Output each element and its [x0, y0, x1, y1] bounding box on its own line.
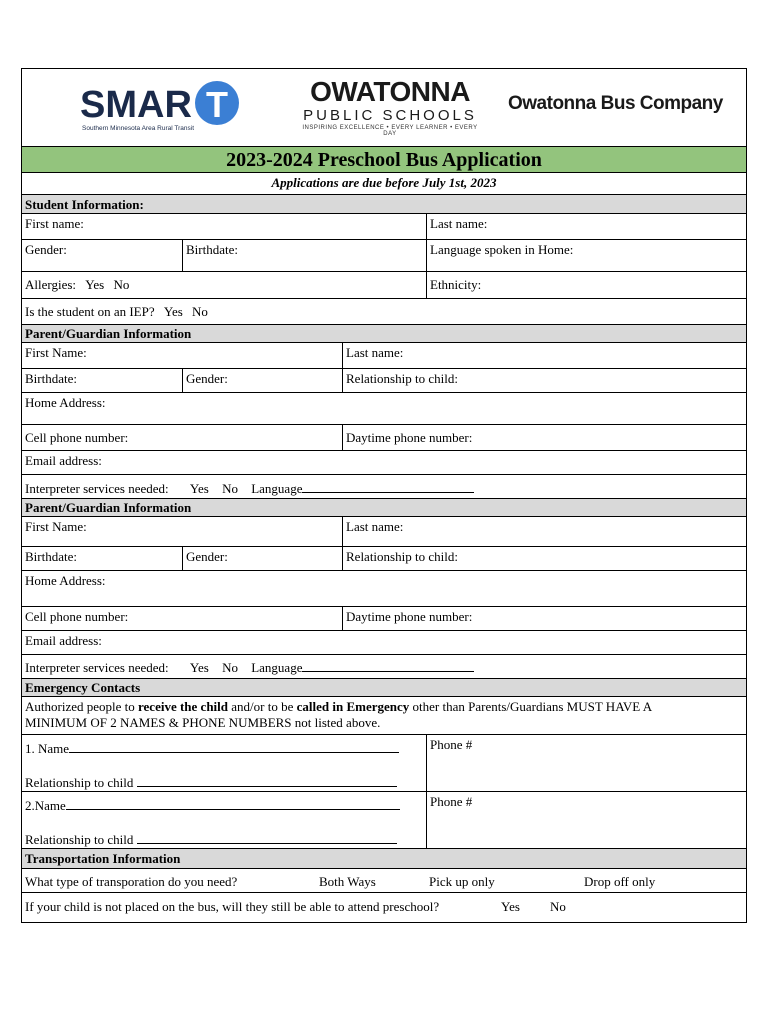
contact1-relationship-line[interactable] [137, 774, 397, 787]
contact2-name-line[interactable] [66, 797, 400, 810]
guardian1-address-row [22, 393, 746, 425]
guardian2-address-field[interactable]: Home Address: [25, 573, 106, 588]
form-title: 2023-2024 Preschool Bus Application [226, 149, 542, 171]
guardian1-last-name-field[interactable]: Last name: [342, 343, 746, 368]
student-header-label: Student Information: [25, 197, 144, 212]
attend-question: If your child is not placed on the bus, will they still be able to attend preschool? [25, 899, 440, 914]
emergency-section-header [22, 679, 746, 697]
contact1-phone-field[interactable]: Phone # [426, 735, 746, 791]
student-allergy-row [22, 272, 746, 299]
interpreter-label: Interpreter services needed: [25, 660, 169, 675]
guardian2-phone-row [22, 607, 746, 631]
emergency-contact-1-fields [22, 735, 426, 791]
guardian2-first-name-field[interactable]: First Name: [25, 519, 87, 534]
guardian1-phone-row [22, 425, 746, 451]
student-gender-field[interactable]: Gender: [25, 242, 67, 257]
guardian1-section-header [22, 325, 746, 343]
interpreter-language-label: Language [251, 481, 303, 496]
guardian1-name-row [22, 343, 746, 369]
contact2-relationship-line[interactable] [137, 831, 397, 844]
allergies-field [22, 272, 426, 298]
student-birthdate-field[interactable]: Birthdate: [182, 240, 426, 271]
guardian1-gender-field[interactable]: Gender: [182, 369, 342, 392]
guardian1-info-row [22, 369, 746, 393]
iep-row [22, 299, 746, 325]
guardian2-gender-field[interactable]: Gender: [182, 547, 342, 570]
owatonna-subtitle: PUBLIC SCHOOLS [303, 107, 477, 124]
contact1-relationship-label: Relationship to child [25, 775, 134, 790]
smart-logo [80, 79, 240, 135]
student-section-header [22, 194, 746, 214]
transport-section-header [22, 849, 746, 869]
guardian2-interpreter-row [22, 655, 746, 679]
guardian2-address-row [22, 571, 746, 607]
guardian2-section-header [22, 499, 746, 517]
owatonna-tagline: INSPIRING EXCELLENCE • EVERY LEARNER • EVERY DAY [302, 125, 478, 137]
guardian2-info-row [22, 547, 746, 571]
allergies-label: Allergies: [25, 277, 77, 292]
student-info-row [22, 240, 746, 272]
transport-dropoff-option[interactable]: Drop off only [584, 874, 656, 889]
guardian2-daytime-field[interactable]: Daytime phone number: [342, 607, 746, 630]
allergies-yes-option[interactable]: Yes [85, 277, 105, 292]
bus-application-form [21, 68, 747, 923]
contact2-phone-field[interactable]: Phone # [426, 792, 746, 848]
transport-header-label: Transportation Information [25, 851, 181, 866]
allergies-no-option[interactable]: No [113, 277, 130, 292]
contact2-name-label: 2.Name [25, 798, 66, 813]
logo-header [22, 69, 746, 146]
transport-question: What type of transporation do you need? [25, 874, 238, 889]
smart-tagline: Southern Minnesota Area Rural Transit [82, 125, 195, 132]
form-title-bar [22, 146, 746, 173]
contact1-name-line[interactable] [69, 740, 399, 753]
guardian2-relationship-field[interactable]: Relationship to child: [342, 547, 746, 570]
interpreter-language-line[interactable] [302, 480, 474, 493]
interpreter-no-option[interactable]: No [222, 481, 238, 496]
owatonna-title: OWATONNA [310, 76, 470, 107]
interpreter-yes-option[interactable]: Yes [189, 660, 209, 675]
iep-yes-option[interactable]: Yes [163, 304, 183, 319]
guardian1-relationship-field[interactable]: Relationship to child: [342, 369, 746, 392]
guardian2-interpreter-field [22, 655, 477, 678]
emergency-instructions: Authorized people to receive the child and/or to be called in Emergency other than Parents/Guardians MUST HAVE A MINIMUM OF 2 NAMES & PHONE NUMBERS not listed above. [25, 699, 653, 730]
emergency-header-label: Emergency Contacts [25, 680, 141, 695]
home-language-field[interactable]: Language spoken in Home: [426, 240, 746, 271]
transport-pickup-option[interactable]: Pick up only [429, 874, 495, 889]
guardian1-header-label: Parent/Guardian Information [25, 326, 192, 341]
due-date-row [22, 173, 746, 194]
interpreter-label: Interpreter services needed: [25, 481, 169, 496]
guardian2-cell-field[interactable]: Cell phone number: [25, 609, 129, 624]
interpreter-language-line[interactable] [302, 659, 474, 672]
guardian1-birthdate-field[interactable]: Birthdate: [25, 371, 77, 386]
guardian1-cell-field[interactable]: Cell phone number: [25, 430, 129, 445]
guardian2-email-row [22, 631, 746, 655]
guardian1-interpreter-row [22, 475, 746, 499]
bus-company-logo: Owatonna Bus Company [508, 93, 723, 114]
guardian2-header-label: Parent/Guardian Information [25, 500, 192, 515]
guardian1-daytime-field[interactable]: Daytime phone number: [342, 425, 746, 450]
iep-label: Is the student on an IEP? [25, 304, 155, 319]
owatonna-logo [300, 77, 480, 141]
guardian2-birthdate-field[interactable]: Birthdate: [25, 549, 77, 564]
emergency-contact-2-fields [22, 792, 426, 848]
guardian2-email-field[interactable]: Email address: [25, 633, 102, 648]
student-last-name-field[interactable]: Last name: [426, 214, 746, 239]
attend-yes-option[interactable]: Yes [501, 899, 520, 914]
student-name-row [22, 214, 746, 240]
guardian1-email-row [22, 451, 746, 475]
emergency-contact-1-row [22, 735, 746, 792]
student-first-name-field[interactable]: First name: [25, 216, 84, 231]
transport-type-row [22, 869, 746, 893]
contact1-name-label: 1. Name [25, 741, 70, 756]
guardian2-last-name-field[interactable]: Last name: [342, 517, 746, 546]
attend-no-option[interactable]: No [550, 899, 566, 914]
guardian1-interpreter-field [22, 475, 477, 498]
guardian1-address-field[interactable]: Home Address: [25, 395, 106, 410]
iep-no-option[interactable]: No [192, 304, 208, 319]
ethnicity-field[interactable]: Ethnicity: [426, 272, 746, 298]
interpreter-yes-option[interactable]: Yes [189, 481, 209, 496]
due-date-text: Applications are due before July 1st, 2023 [271, 175, 497, 190]
attend-preschool-row [22, 893, 746, 922]
transport-both-ways-option[interactable]: Both Ways [319, 874, 376, 889]
smart-logo-t: T [206, 84, 228, 125]
guardian1-email-field[interactable]: Email address: [25, 453, 102, 468]
guardian1-first-name-field[interactable]: First Name: [25, 345, 87, 360]
interpreter-language-label: Language [251, 660, 303, 675]
emergency-instructions-row [22, 697, 746, 735]
guardian2-name-row [22, 517, 746, 547]
contact2-relationship-label: Relationship to child [25, 832, 134, 847]
iep-field [22, 299, 211, 324]
emergency-contact-2-row [22, 792, 746, 849]
interpreter-no-option[interactable]: No [222, 660, 238, 675]
smart-logo-text: SMAR [80, 84, 192, 126]
